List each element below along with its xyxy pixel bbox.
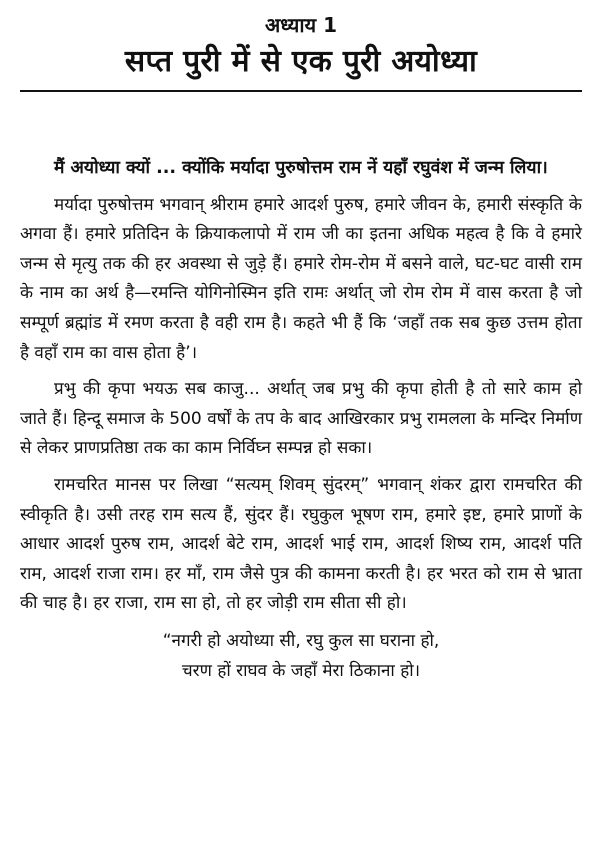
lead-paragraph: मैं अयोध्या क्यों ... क्योंकि मर्यादा पुरुषोत्तम राम नें यहाँ रघुवंश में जन्म लिया।: [54, 158, 548, 178]
paragraph-3: रामचरित मानस पर लिखा “सत्यम् शिवम् सुंदरम्” भगवान् शंकर द्वारा रामचरित की स्वीकृति है। उसी तरह राम सत्य हैं, सुंदर हैं। रघुकुल भूषण राम, हमारे इष्ट, हमारे प्राणों के आधार आदर्श पुरुष राम, आदर्श बेटे राम, आदर्श भाई राम, आदर्श शिष्य राम, आदर्श पति राम, आदर्श राजा राम। हर माँ, राम जैसे पुत्र की कामना करती है। हर भरत को राम से भ्राता की चाह है। हर राजा, राम सा हो, तो हर जोड़ी राम सीता सी हो।: [20, 474, 582, 614]
paragraph-1: मर्यादा पुरुषोत्तम भगवान् श्रीराम हमारे आदर्श पुरुष, हमारे जीवन के, हमारी संस्कृति के अगवा हैं। हमारे प्रतिदिन के क्रियाकलापो में राम जी का इतना अधिक महत्व है कि वे हमारे जन्म से मृत्यु तक की हर अवस्था से जुड़े हैं। हमारे रोम-रोम में बसने वाले, घट-घट वासी राम के नाम का अर्थ है—रमन्ति योगिनोस्मिन इति रामः अर्थात् जो रोम रोम में वास करता है जो सम्पूर्ण ब्रह्मांड में रमण करता है वही राम है। कहते भी हैं कि ‘जहाँ तक सब कुछ उत्तम होता है वहाँ राम का वास होता है’।: [20, 194, 582, 363]
verse-line-2: चरण हों राघव के जहाँ मेरा ठिकाना हो।: [181, 660, 421, 681]
verse-quote: [20, 626, 582, 686]
chapter-label: अध्याय 1: [264, 13, 338, 37]
verse-line-1: “नगरी हो अयोध्या सी, रघु कुल सा घराना हो,: [162, 630, 440, 651]
chapter-body: [20, 154, 582, 686]
title-divider: [20, 90, 582, 92]
chapter-title: सप्त पुरी में से एक पुरी अयोध्या: [124, 44, 478, 79]
paragraph-2: प्रभु की कृपा भयऊ सब काजु... अर्थात् जब प्रभु की कृपा होती है तो सारे काम हो जाते हैं। हिन्दू समाज के 500 वर्षों के तप के बाद आखिरकार प्रभु रामलला के मन्दिर निर्माण से लेकर प्राणप्रतिष्ठा तक का काम निर्विघ्न सम्पन्न हो सका।: [20, 379, 582, 459]
